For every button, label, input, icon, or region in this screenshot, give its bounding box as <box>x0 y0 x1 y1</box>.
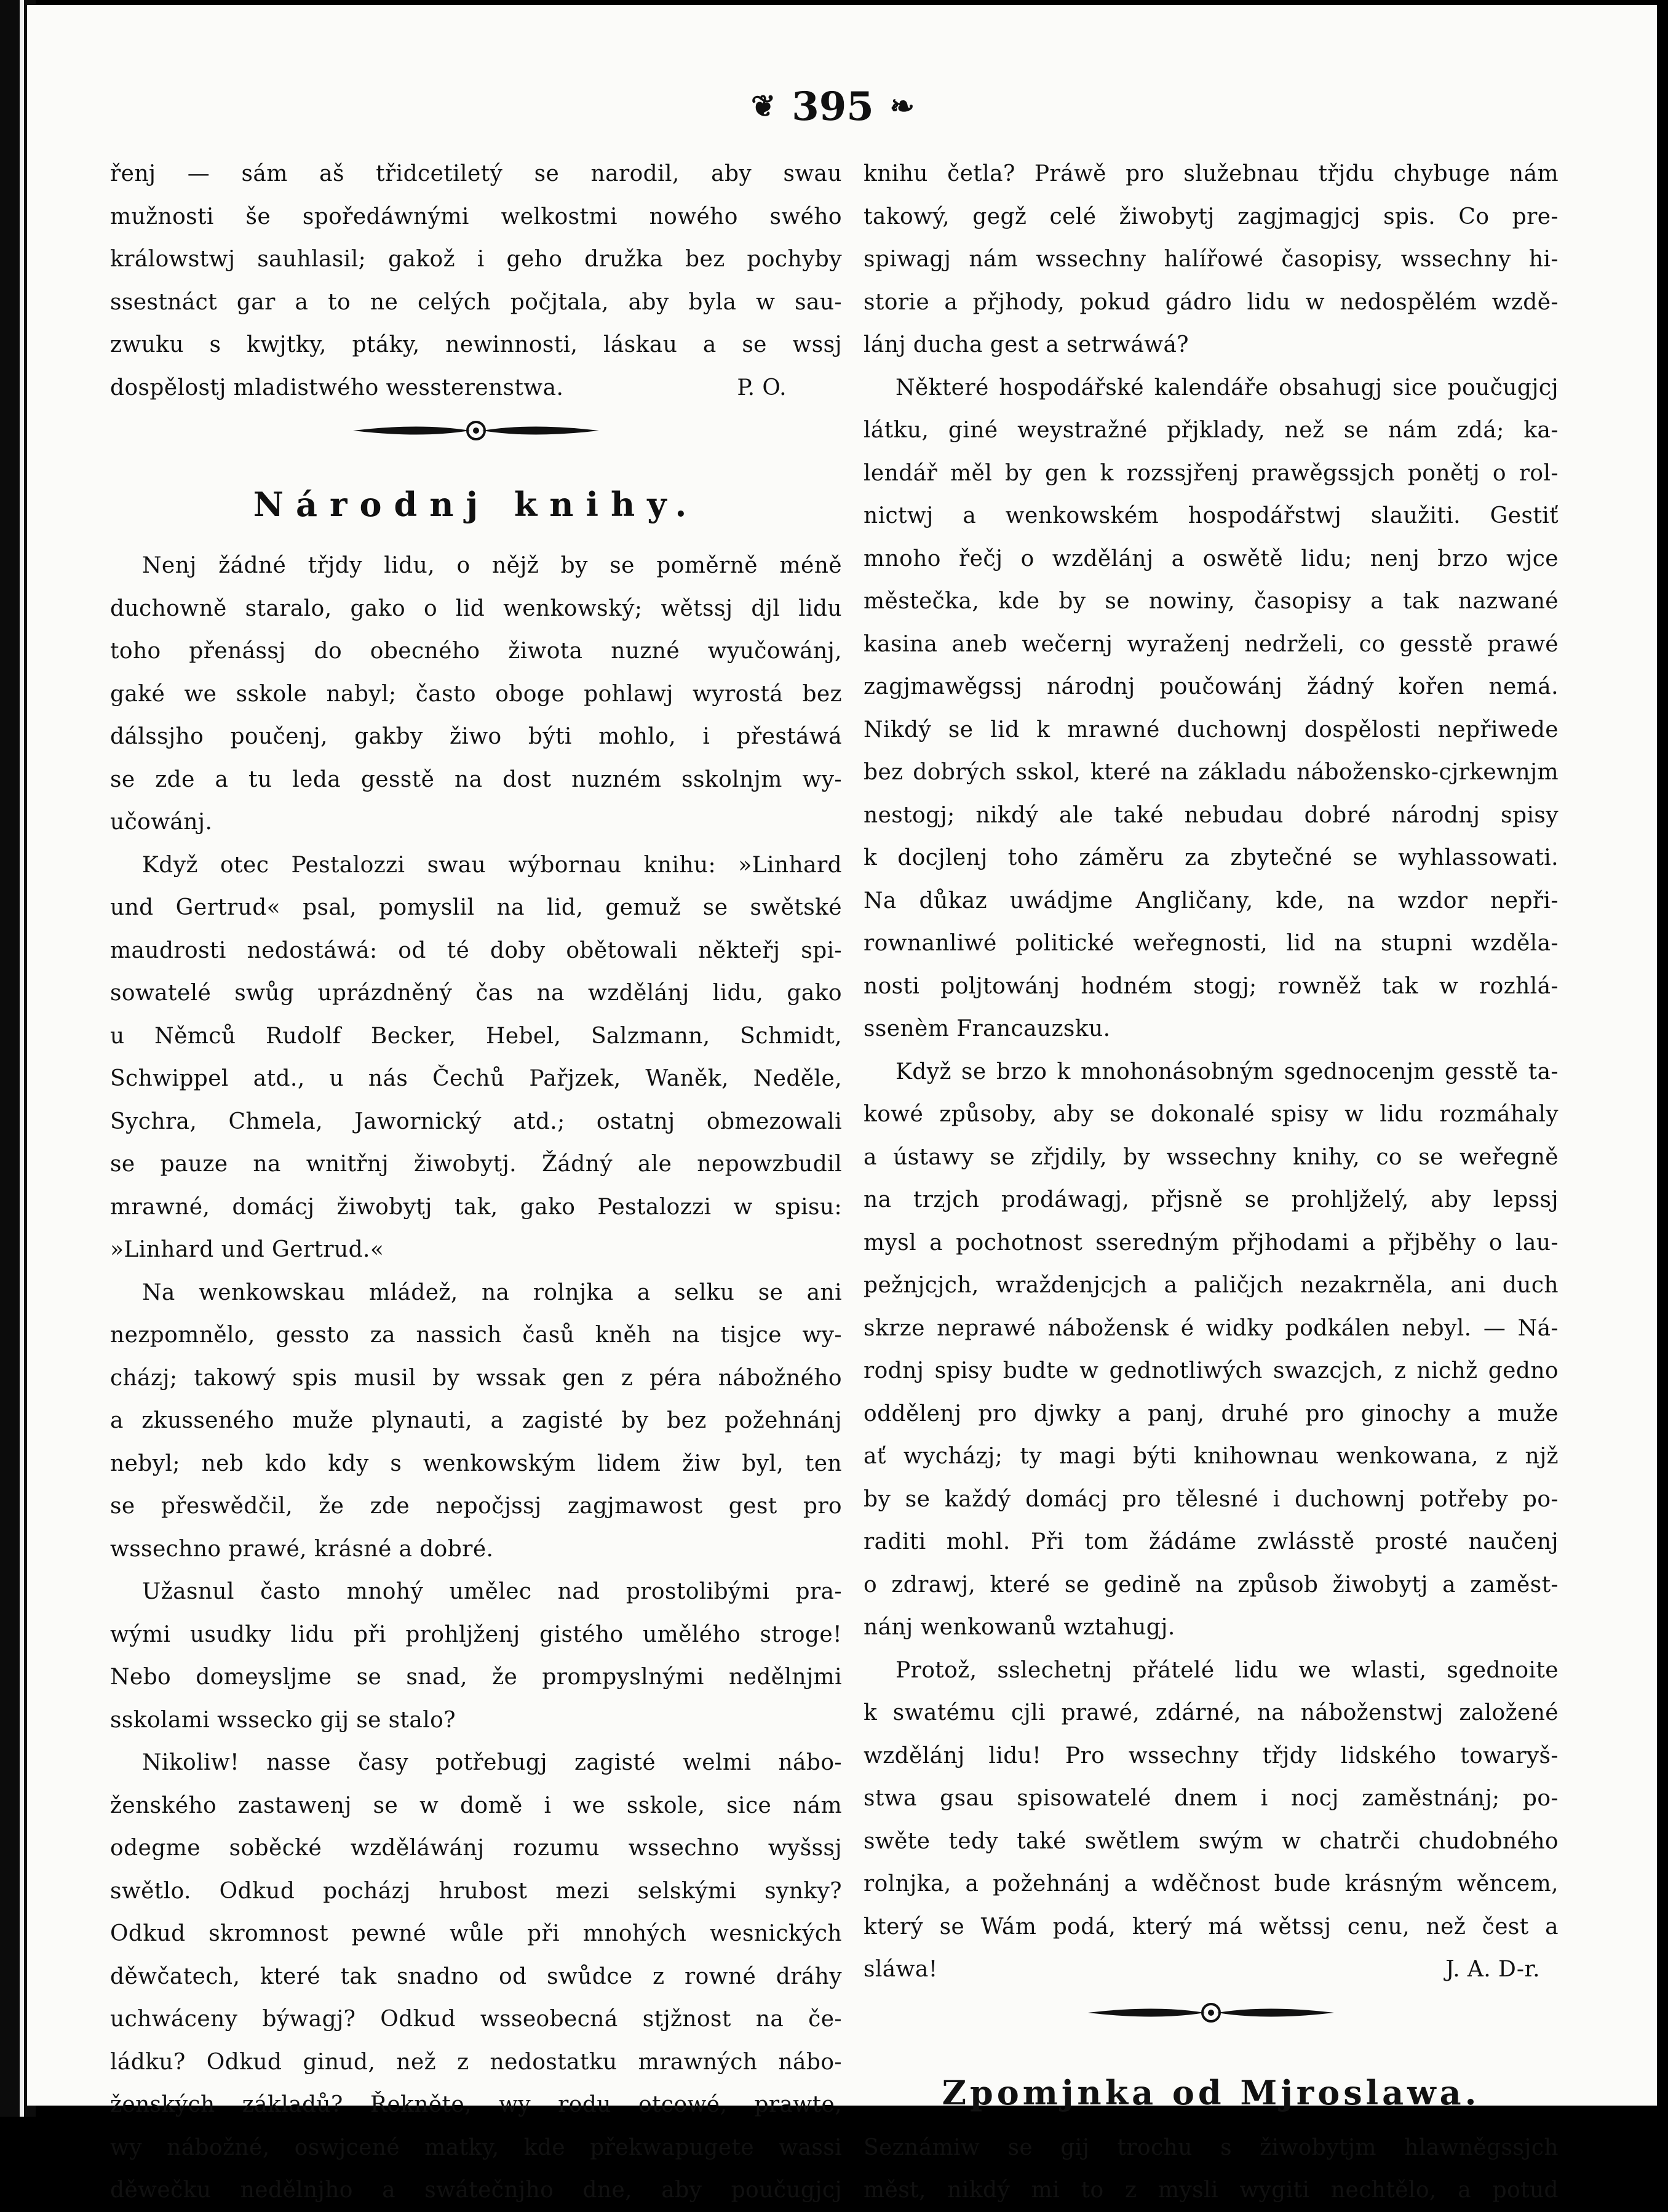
text-line: Schwippel atd., u nás Čechů Pařjzek, Waněk, Neděle, <box>110 1066 842 1091</box>
text-line: se přeswědčil, že zde nepočjssj zagjmawost gest pro <box>110 1494 842 1519</box>
text-line: und Gertrud« psal, pomyslil na lid, gemuž se swětské <box>110 895 842 920</box>
text-line-with-signature <box>110 367 842 410</box>
text-line: děwečku nedělnjho a swátečnjho dne, aby poučugjcj <box>110 2178 842 2203</box>
text-line: ssestnáct gar a to ne celých počjtala, aby byla w sau- <box>110 289 842 315</box>
ornament-right-icon: ❧ <box>889 89 915 124</box>
text-line: raditi mohl. Při tom žádáme zwlásstě prosté naučenj <box>864 1529 1559 1554</box>
text-line: bez dobrých sskol, které na základu nábožensko-cjrkewnjm <box>864 760 1559 785</box>
text-line: se pauze na wnitřnj žiwobytj. Žádný ale nepowzbudil <box>110 1152 842 1177</box>
text-line: oddělenj pro djwky a panj, druhé pro ginochy a muže <box>864 1401 1559 1426</box>
text-line: se zde a tu leda gesstě na dost nuzném sskolnjm wy- <box>110 766 842 792</box>
text-line: a ústawy se zřjdily, by wssechny knihy, co se weřegně <box>864 1144 1559 1170</box>
text-line: dálssjho poučenj, gakby žiwo býti mohlo, i přestáwá <box>110 724 842 749</box>
ornamental-divider <box>864 1991 1559 2047</box>
divider-ornament-icon <box>347 409 605 452</box>
text-line: k swatému cjli prawé, zdárné, na náboženstwj založené <box>864 1700 1559 1725</box>
text-line: pežnjcjch, wraždenjcjch a paličjch nezakrněla, ani duch <box>864 1273 1559 1298</box>
text-line: wými usudky lidu při prohljženj gistého umělého stroge! <box>110 1621 842 1647</box>
page-header <box>734 76 931 137</box>
text-line: ssenèm Francauzsku. <box>864 1016 1111 1041</box>
text-line: nezpomnělo, gessto za nassich časů kněh na tisjce wy- <box>110 1323 842 1348</box>
text-line: Když se brzo k mnohonásobným sgednocenjm gesstě ta- <box>896 1059 1559 1084</box>
text-line: Odkud skromnost pewné wůle při mnohých wesnických <box>110 1921 842 1946</box>
ornamental-divider <box>110 409 842 464</box>
text-line: nestogj; nikdý ale také nebudau dobré národnj spisy <box>864 802 1559 828</box>
text-line: ládku? Odkud ginud, než z nedostatku mrawných nábo- <box>110 2049 842 2075</box>
text-line: gaké we sskole nabyl; často oboge pohlawj wyrostá bez <box>110 681 842 707</box>
text-line: wzdělánj lidu! Pro wssechny třjdy lidského towaryš- <box>864 1743 1559 1768</box>
text-line: toho přenássj do obecného žiwota nuzné wyučowánj, <box>110 639 842 664</box>
ornament-left-icon: ❦ <box>750 89 776 124</box>
section-heading: Zpomjnka od Mjroslawa. <box>942 2072 1480 2112</box>
text-line: Nebo domeysljme se snad, že prompyslnými nedělnjmi <box>110 1665 842 1690</box>
text-line: kowé způsoby, aby se dokonalé spisy w lidu rozmáhaly <box>864 1102 1559 1127</box>
paragraph <box>110 544 842 844</box>
text-line: nebyl; neb kdo kdy s wenkowským lidem žiw byl, ten <box>110 1450 842 1476</box>
paragraph <box>864 1649 1559 1991</box>
text-line: spiwagj nám wssechny halířowé časopisy, wssechny hi- <box>864 247 1559 272</box>
text-line: mužnosti še spoředáwnými welkostmi nowého swého <box>110 204 842 229</box>
author-signature: P. O. <box>737 375 787 400</box>
text-line: mrawné, domácj žiwobytj tak, gako Pestalozzi w spisu: <box>110 1194 842 1220</box>
text-line: rodnj spisy budte w gednotliwých swazcjch, z nichž gedno <box>864 1358 1559 1383</box>
text-line: Nenj žádné třjdy lidu, o nějž by se poměrně méně <box>142 553 842 578</box>
text-line: kasina aneb wečernj wyraženj nedrželi, co gesstě prawé <box>864 631 1559 657</box>
text-line: učowánj. <box>110 810 213 835</box>
text-line: mysl a pochotnost sseredným přjhodami a přjběhy o lau- <box>864 1230 1559 1255</box>
text-line: nánj wenkowanů wztahugj. <box>864 1615 1175 1640</box>
text-line: nosti poljtowánj hodném stogj; rowněž tak w rozhlá- <box>864 973 1559 999</box>
text-line: maudrosti nedostáwá: od té doby obětowali někteřj spi- <box>110 937 842 963</box>
text-line: u Němců Rudolf Becker, Hebel, Salzmann, Schmidt, <box>110 1023 842 1049</box>
text-line: sskolami wssecko gij se stalo? <box>110 1707 456 1733</box>
text-line: »Linhard und Gertrud.« <box>110 1237 384 1262</box>
paragraph <box>110 1741 842 2212</box>
text-line: na trzjch prodáwagj, přjsně se prohljželý, aby lepssj <box>864 1187 1559 1212</box>
paragraph <box>864 367 1559 1051</box>
divider-ornament-icon <box>1082 1991 1340 2034</box>
text-line: k docjlenj toho záměru za zbytečné se wyhlassowati. <box>864 845 1559 870</box>
paragraph <box>864 2126 1559 2212</box>
section-heading: Národnj knihy. <box>253 485 699 524</box>
text-line: sláwa! <box>864 1957 938 1982</box>
paragraph <box>110 1570 842 1741</box>
text-line: takowý, gegž celé žiwobytj zagjmagjcj spis. Co pre- <box>864 204 1559 229</box>
text-line: rolnjka, a požehnánj a wděčnost bude krásným wěncem, <box>864 1871 1559 1896</box>
text-line: Seznámiw se gij trochu s žiwobytjm hlawněgssjch <box>864 2134 1559 2160</box>
intro-paragraph <box>110 153 842 409</box>
text-line: Užasnul často mnohý umělec nad prostolibými pra- <box>142 1579 842 1604</box>
text-line: děwčatech, které tak snadno od swůdce z rowné dráhy <box>110 1963 842 1989</box>
text-line: ženského zastawenj se w domě i we sskole, sice nám <box>110 1792 842 1818</box>
text-line: zwuku s kwjtky, ptáky, newinnosti, láskau a se wssj <box>110 332 842 357</box>
text-line: a zkussenéhо muže plynauti, a zagisté by bez požehnánj <box>110 1408 842 1433</box>
text-line: rownanliwé politické weřegnosti, lid na stupni wzděla- <box>864 931 1559 956</box>
text-line: Na wenkowskau mládež, na rolnjka a selku se ani <box>142 1279 842 1305</box>
right-column <box>864 153 1559 2212</box>
text-line: Nikoliw! nasse časy potřebugj zagisté welmi nábo- <box>142 1750 842 1775</box>
text-line: sowatelé swůg uprázdněný čas na wzdělánj lidu, gako <box>110 981 842 1006</box>
paragraph <box>864 153 1559 367</box>
text-line: lánj ducha gest a setrwáwá? <box>864 332 1189 357</box>
text-line: Nikdý se lid k mrawné duchownj dospělosti nepřiwede <box>864 717 1559 742</box>
text-line: Na důkaz uwádjme Angličany, kde, na wzdor nepři- <box>864 888 1559 913</box>
text-line: o zdrawj, které se gedině na způsob žiwobytj a zaměst- <box>864 1572 1559 1597</box>
text-line: řenj — sám aš třidcetiletý se narodil, aby swau <box>110 161 842 186</box>
text-line: wssechno prawé, krásné a dobré. <box>110 1536 494 1562</box>
text-line: stwa gsau spisowatelé dnem i nocj zaměstnánj; po- <box>864 1786 1559 1811</box>
text-line: měst, nikdý mi to z mysli wygiti nechtělo, a potud <box>864 2178 1559 2203</box>
text-line: cházj; takowý spis musil by wssak gen z péra nábožného <box>110 1365 842 1391</box>
left-column <box>110 153 842 2212</box>
text-line: zagjmawěgssj národnj poučowánj žádný kořen nemá. <box>864 674 1559 699</box>
text-line: duchowně staralo, gako o lid wenkowský; wětssj djl lidu <box>110 595 842 621</box>
text-line: odegme soběcké wzděláwánj rozumu wssechno wyšssj <box>110 1836 842 1861</box>
text-line: ať wycházj; ty magi býti knihownau wenkowana, z njž <box>864 1444 1559 1469</box>
text-line: by se každý domácj pro tělesné i duchownj potřeby po- <box>864 1486 1559 1512</box>
text-line: Když otec Pestalozzi swau wýbornau knihu: »Linhard <box>142 852 842 878</box>
text-line: swěte tedy také swětlem swým w chatrči chudobného <box>864 1828 1559 1854</box>
page-number: 395 <box>792 83 874 130</box>
scan-edge-line <box>20 0 24 2117</box>
text-line: Protož, sslechetnj přátelé lidu we wlasti, sgednoite <box>896 1657 1559 1683</box>
text-line-with-signature <box>864 1948 1559 1991</box>
text-line: swětlo. Odkud pocházj hrubost mezi selskými synky? <box>110 1878 842 1904</box>
paragraph <box>110 844 842 1271</box>
text-line: mnoho řečj o wzdělánj a oswětě lidu; nenj brzo wjce <box>864 546 1559 571</box>
book-page <box>27 5 1657 2203</box>
author-signature: J. A. D-r. <box>1445 1957 1540 1982</box>
text-line: uchwáceny býwagj? Odkud wsseobecná stjžnost na če- <box>110 2007 842 2032</box>
text-line: látku, giné weystražné přjklady, než se nám zdá; ka- <box>864 418 1559 443</box>
text-line: králowstwj sauhlasil; gakož i geho družka bez pochyby <box>110 247 842 272</box>
text-line: Některé hospodářské kalendáře obsahugj sice poučugjcj <box>896 375 1559 400</box>
text-line: Sychra, Chmela, Jawornický atd.; ostatnj obmezowali <box>110 1108 842 1134</box>
paragraph <box>864 1051 1559 1649</box>
text-line: skrze neprawé nábožensk é widky podkálen nebyl. — Ná- <box>864 1315 1559 1341</box>
text-line: dospělostj mladistwého wessterenstwa. <box>110 375 564 400</box>
paragraph <box>110 1271 842 1571</box>
text-line: který se Wám podá, který má wětssj cenu, než čest a <box>864 1914 1559 1939</box>
text-line: knihu četla? Práwě pro služebnau třjdu chybuge nám <box>864 161 1559 186</box>
text-line: městečka, kde by se nowiny, časopisy a tak nazwané <box>864 589 1559 614</box>
text-line: wy nábožné, oswjcené matky, kde překwapugete wassi <box>110 2134 842 2160</box>
text-line: lendář měl by gen k rozssjřenj prawěgssjch ponětj o rol- <box>864 460 1559 486</box>
text-line: nictwj a wenkowském hospodářstwj slaužiti. Gestiť <box>864 503 1559 528</box>
text-line: storie a přjhody, pokud gádro lidu w nedospělém wzdě- <box>864 289 1559 315</box>
text-line: ženských základů? Řekněte, wy rodu otcowé, prawte, <box>110 2092 842 2117</box>
